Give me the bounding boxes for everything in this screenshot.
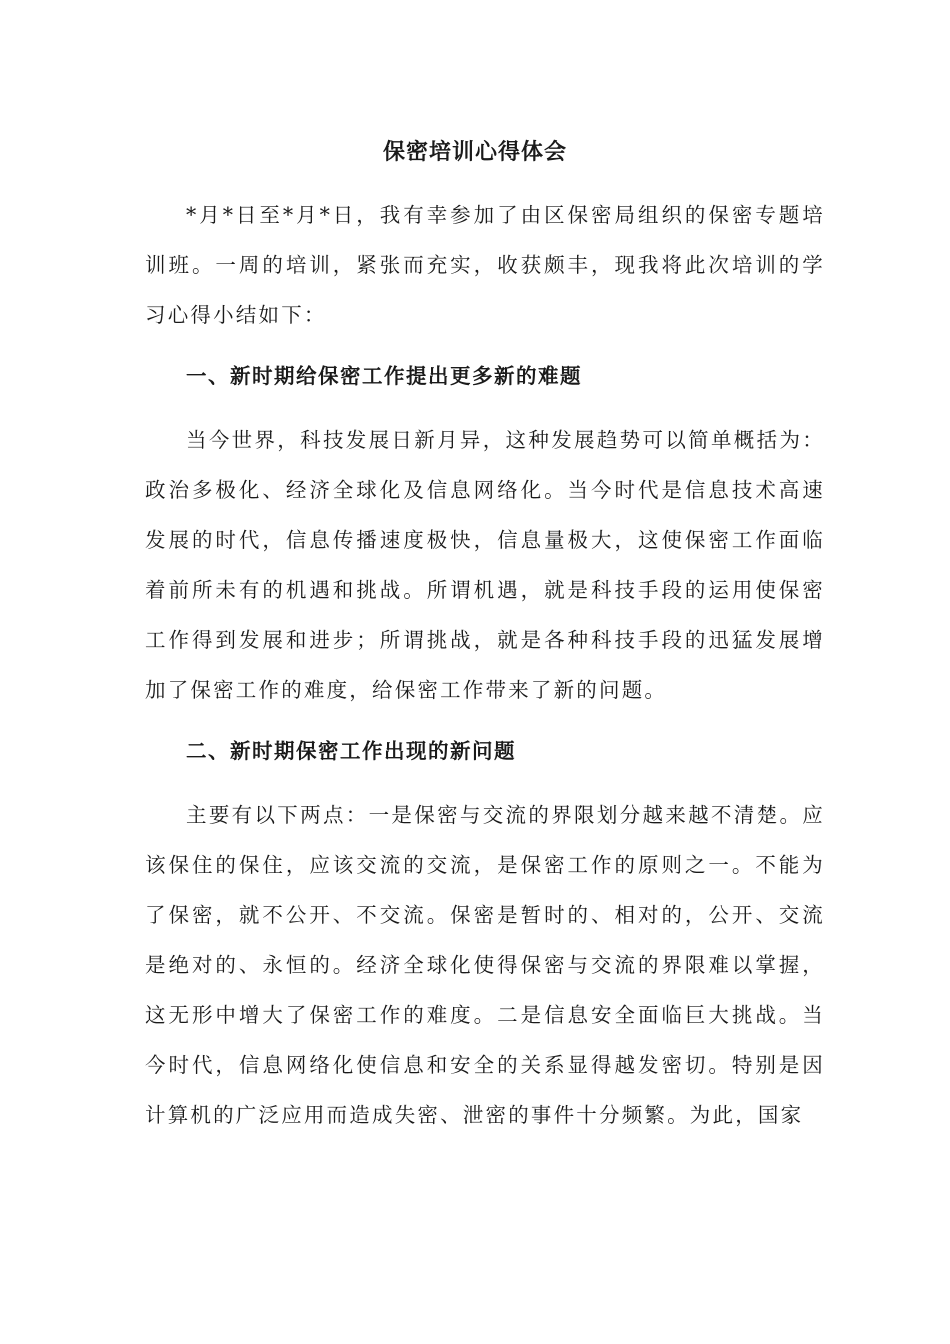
section-2-heading: 二、新时期保密工作出现的新问题 — [186, 739, 516, 763]
section-1-body: 当今世界，科技发展日新月异，这种发展趋势可以简单概括为：政治多极化、经济全球化及信息网络化。当今时代是信息技术高速发展的时代，信息传播速度极快，信息量极大，这使保密工作面临着前所未有的机遇和挑战。所谓机遇，就是科技手段的运用使保密工作得到发展和进步；所谓挑战，就是各种科技手段的迅猛发展增加了保密工作的难度，给保密工作带来了新的问题。 — [145, 428, 825, 702]
section-1-heading: 一、新时期给保密工作提出更多新的难题 — [186, 364, 582, 388]
intro-paragraph: *月*日至*月*日，我有幸参加了由区保密局组织的保密专题培训班。一周的培训，紧张而充实，收获颇丰，现我将此次培训的学习心得小结如下： — [145, 203, 825, 327]
document-title: 保密培训心得体会 — [382, 139, 567, 165]
section-2-body: 主要有以下两点：一是保密与交流的界限划分越来越不清楚。应该保住的保住，应该交流的交流，是保密工作的原则之一。不能为了保密，就不公开、不交流。保密是暂时的、相对的，公开、交流是绝对的、永恒的。经济全球化使得保密与交流的界限难以掌握，这无形中增大了保密工作的难度。二是信息安全面临巨大挑战。当今时代，信息网络化使信息和安全的关系显得越发密切。特别是因计算机的广泛应用而造成失密、泄密的事件十分频繁。为此，国家 — [145, 803, 825, 1127]
